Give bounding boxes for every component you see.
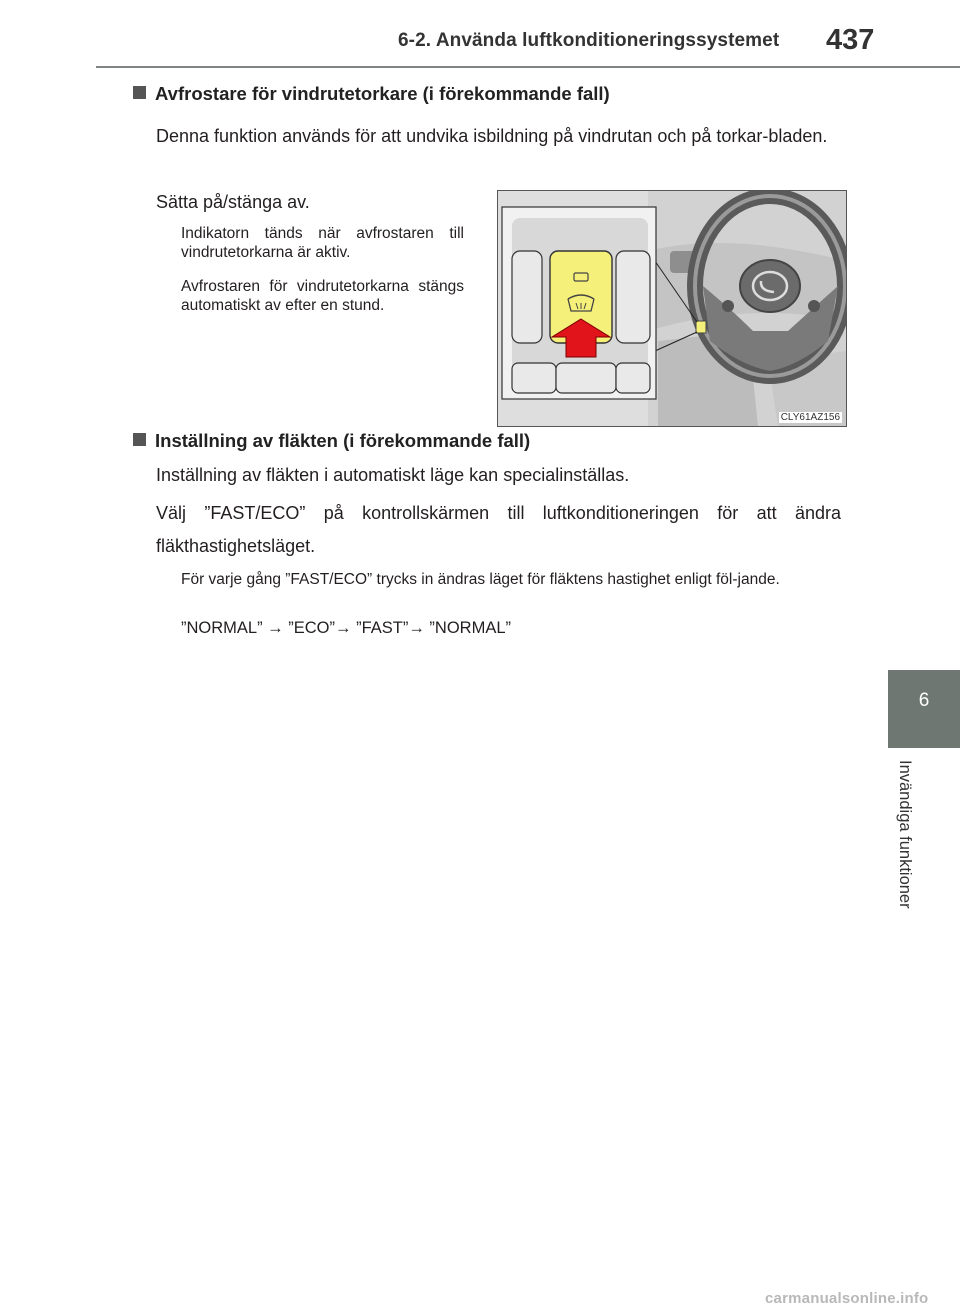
chapter-title-vertical xyxy=(893,760,919,990)
fan-mode-sequence: ”NORMAL” → ”ECO”→ ”FAST”→ ”NORMAL” xyxy=(181,619,511,637)
chapter-tab[interactable] xyxy=(888,670,960,748)
heading-bullet-icon xyxy=(133,433,146,446)
note-indicator: Indikatorn tänds när avfrostaren till vindrutetorkarna är aktiv. xyxy=(181,225,464,261)
section-heading-wiper-deicer xyxy=(133,83,610,105)
chapter-title: Invändiga funktioner xyxy=(896,760,914,909)
deicer-figure xyxy=(497,190,847,427)
watermark: carmanualsonline.info xyxy=(765,1290,929,1307)
section-title: 6-2. Använda luftkonditioneringssystemet xyxy=(398,30,780,51)
heading-text: Avfrostare för vindrutetorkare (i förekommande fall) xyxy=(155,83,610,104)
paragraph-deicer-purpose: Denna funktion används för att undvika isbildning på vindrutan och på torkar-bladen. xyxy=(156,126,828,146)
header-rule xyxy=(96,66,960,68)
page-number: 437 xyxy=(826,24,875,56)
section-heading-fan-setting xyxy=(133,430,530,452)
heading-bullet-icon xyxy=(133,86,146,99)
note-auto-off: Avfrostaren för vindrutetorkarna stängs automatiskt av efter en stund. xyxy=(181,278,464,314)
instruction-on-off: Sätta på/stänga av. xyxy=(156,192,310,212)
chapter-number: 6 xyxy=(918,690,930,711)
figure-code: CLY61AZ156 xyxy=(780,412,840,423)
paragraph-fan-auto: Inställning av fläkten i automatiskt läge kan specialinställas. xyxy=(156,465,630,485)
note-fan-mode-cycle: För varje gång ”FAST/ECO” trycks in ändras läget för fläktens hastighet enligt föl-jande. xyxy=(181,571,780,588)
heading-text: Inställning av fläkten (i förekommande fall) xyxy=(155,430,531,451)
paragraph-fan-select: Välj ”FAST/ECO” på kontrollskärmen till luftkonditioneringen för att ändra fläkthastighetsläget. xyxy=(156,503,841,556)
